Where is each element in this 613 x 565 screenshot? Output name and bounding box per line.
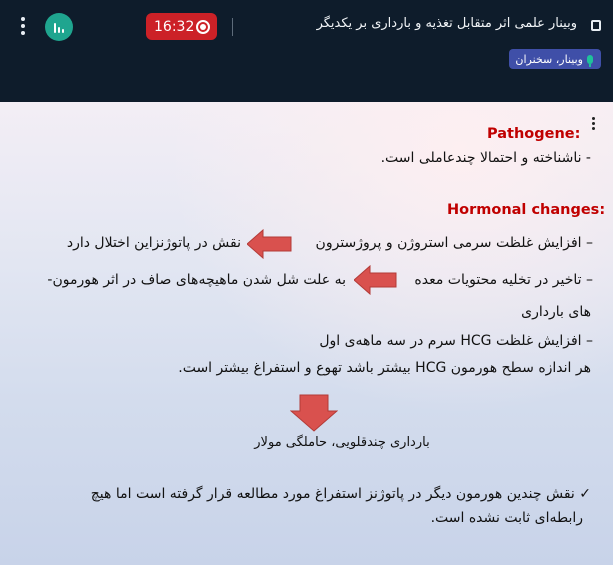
recording-timer: 16:32 (154, 18, 195, 35)
presentation-slide (0, 102, 613, 565)
arrow-down-icon (290, 394, 338, 432)
hormonal-item-1-effect: نقش در پاتوژنزاین اختلال دارد (66, 235, 241, 251)
role-badge (509, 49, 601, 69)
check-note-line-2: رابطه‌ای ثابت نشده است. (430, 510, 583, 526)
header-divider (232, 18, 233, 36)
record-icon (196, 20, 210, 34)
heading-pathogenesis: Pathogene: (487, 126, 581, 142)
pathogenesis-item: - ناشناخته و احتمالا چندعاملی است. (380, 150, 591, 166)
slide-more-options-icon[interactable] (590, 117, 596, 130)
arrow-left-icon (247, 229, 292, 259)
app-logo-icon[interactable] (45, 13, 73, 41)
more-options-icon[interactable] (20, 17, 26, 35)
microphone-icon (587, 55, 593, 64)
hormonal-item-2-effect: به علت شل شدن ماهیچه‌های صاف در اثر هورمون- (47, 272, 346, 288)
role-badge-label: وبینار، سخنران (515, 52, 583, 66)
check-note-line-1: ✓ نقش چندین هورمون دیگر در پاتوژنز استفراغ مورد مطالعه قرار گرفته است اما هیچ (90, 486, 591, 502)
window-icon[interactable] (591, 20, 601, 31)
meeting-header (0, 0, 613, 102)
hormonal-item-2: – تاخیر در تخلیه محتویات معده (414, 272, 593, 288)
hormonal-item-3-continued: هر اندازه سطح هورمون HCG بیشتر باشد تهوع و استفراغ بیشتر است. (178, 360, 591, 376)
hormonal-item-2-continued: های بارداری (521, 304, 591, 320)
result-text: بارداری چندقلویی، حاملگی مولار (254, 435, 430, 450)
heading-hormonal: Hormonal changes: (447, 202, 606, 218)
hormonal-item-1: – افزایش غلظت سرمی استروژن و پروژسترون (315, 235, 593, 251)
meeting-title: وبینار علمی اثر متقابل تغذیه و بارداری بر یکدیگر (316, 16, 577, 31)
hormonal-item-3: – افزایش غلظت HCG سرم در سه ماهه‌ی اول (319, 333, 593, 349)
recording-indicator[interactable] (146, 13, 217, 40)
arrow-left-icon (354, 265, 397, 295)
